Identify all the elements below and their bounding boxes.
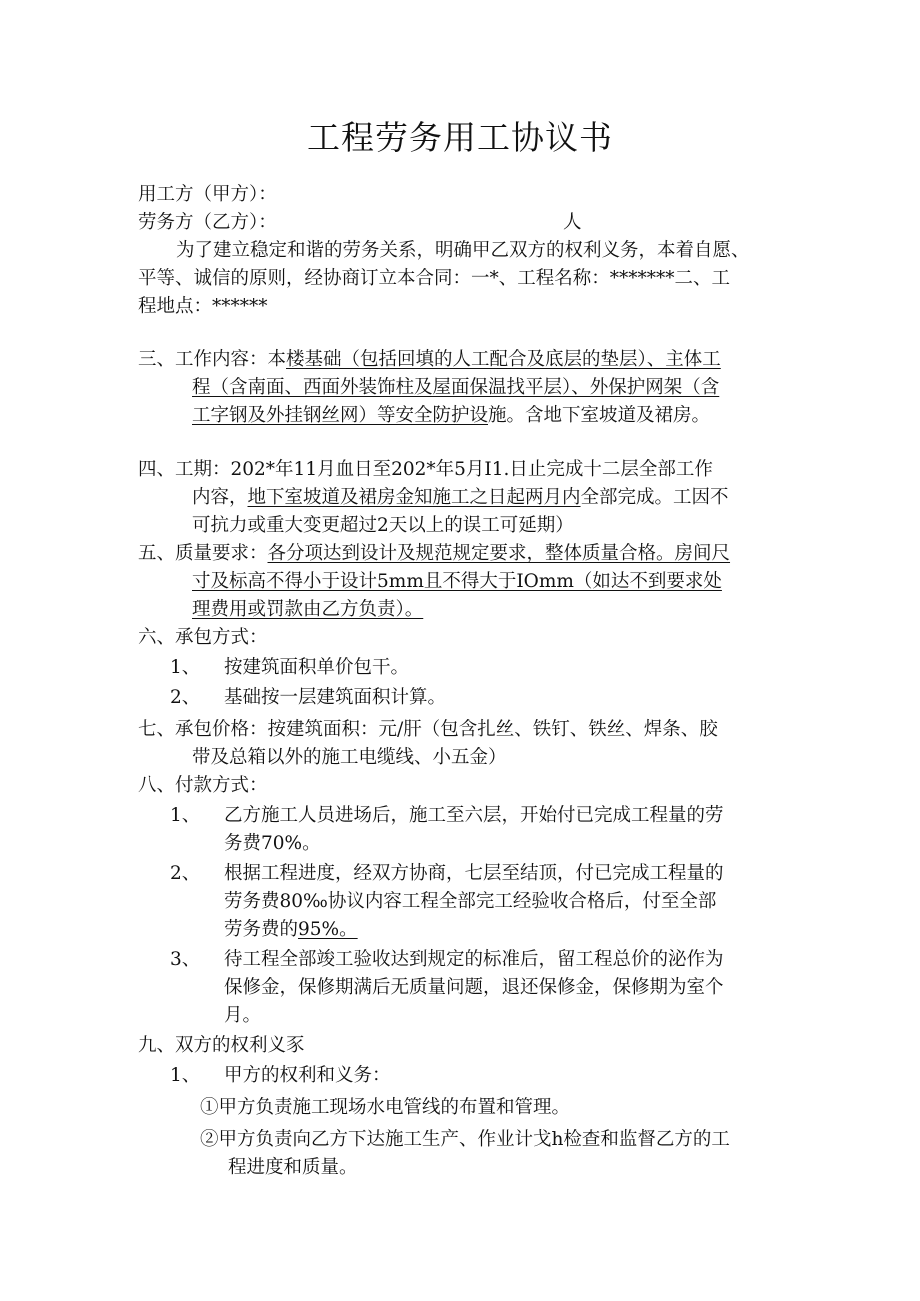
section-3-underlined-3: 工字钢及外挂钢丝网）等安全防护设 [192, 405, 489, 426]
section-9-subitem-2-line-1: ②甲方负责向乙方下达施工生产、作业计戈h检查和监督乙方的工 [200, 1129, 730, 1150]
section-8-item-3-line-3: 月。 [224, 1005, 262, 1026]
section-6-item-2: 基础按一层建筑面积计算。 [224, 687, 447, 708]
section-9-num-1: 1、 [170, 1065, 201, 1086]
section-9-subitem-1: ①甲方负责施工现场水电管线的布置和管理。 [200, 1097, 571, 1118]
section-9-item-1: 甲方的权利和义务： [224, 1065, 391, 1086]
section-7-line-1: 七、承包价格：按建筑面积：元/肝（包含扎丝、铁钉、铁丝、焊条、胶 [138, 719, 718, 740]
section-4-underlined: 地下室坡道及裙房金知施工之日起两月内 [247, 487, 581, 508]
section-7-line-2: 带及总箱以外的施工电缆线、小五金） [192, 747, 507, 768]
section-8-item-3-line-2: 保修金，保修期满后无质量问题，退还保修金，保修期为室个 [224, 977, 724, 998]
section-5-line-1 [138, 539, 730, 568]
section-8-heading: 八、付款方式： [138, 775, 268, 796]
section-5-underlined-1: 各分项达到设计及规范规定要求，整体质量合格。房间尺 [267, 543, 731, 564]
section-8-item-1-line-2: 务费70%。 [224, 833, 321, 854]
section-8-num-2: 2、 [170, 863, 201, 884]
section-6-num-1: 1、 [170, 657, 201, 678]
section-8-item-2-text: 劳务费的 [224, 919, 299, 940]
section-8-item-3-line-1: 待工程全部竣工验收达到规定的标准后，留工程总价的泌作为 [224, 949, 724, 970]
section-9-subitem-2-line-2: 程进度和质量。 [228, 1157, 358, 1178]
document-title: 工程劳务用工协议书 [307, 118, 613, 157]
section-4-text-b: 内容， [192, 487, 248, 508]
section-8-item-2-line-1: 根据工程进度，经双方协商，七层至结顶，付已完成工程量的 [224, 863, 724, 884]
section-5-line-3: 理费用或罚款由乙方负责）。 [192, 599, 424, 620]
intro-line-1: 为了建立稳定和谐的劳务关系，明确甲乙双方的权利义务，本着自愿、 [176, 240, 750, 261]
section-5-line-2: 寸及标高不得小于设计5mm且不得大于IOmm（如达不到要求处 [192, 571, 722, 592]
section-8-item-2-line-2: 劳务费80‰协议内容工程全部完工经验收合格后，付至全部 [224, 891, 717, 912]
section-8-item-2-underlined: 95%。 [298, 919, 358, 940]
section-4-line-2 [192, 483, 729, 512]
intro-line-2: 平等、诚信的原则，经协商订立本合同：一*、工程名称：*******二、工 [138, 268, 731, 289]
section-6-heading: 六、承包方式： [138, 627, 268, 648]
section-3-underlined-1: 楼基础（包括回填的人工配合及底层的垫层）、主体工 [286, 349, 721, 370]
party-a-line: 用工方（甲方）： [138, 184, 277, 205]
section-3-line-3 [192, 401, 710, 430]
section-3-line-2: 程（含南面、西面外装饰柱及屋面保温找平层）、外保护网架（含 [192, 377, 720, 398]
section-8-num-3: 3、 [170, 949, 201, 970]
section-3-line-1 [138, 345, 721, 374]
section-8-item-2-line-3 [224, 915, 358, 944]
section-9-heading: 九、双方的权利义豕 [138, 1035, 305, 1056]
party-b-person: 人 [563, 212, 582, 233]
section-6-item-1: 按建筑面积单价包干。 [224, 657, 410, 678]
section-8-item-1-line-1: 乙方施工人员进场后，施工至六层，开始付已完成工程量的劳 [224, 805, 724, 826]
section-8-num-1: 1、 [170, 805, 201, 826]
section-3-tail: 施。含地下室坡道及裙房。 [488, 405, 711, 426]
section-3-heading: 三、工作内容：本 [138, 349, 287, 370]
section-4-text-d: 全部完成。工因不 [580, 487, 729, 508]
section-4-line-3: 可抗力或重大变更超过2天以上的误工可延期） [192, 515, 574, 536]
section-6-num-2: 2、 [170, 687, 201, 708]
section-4-line-1: 四、工期：202*年11月血日至202*年5月I1.日止完成十二层全部工作 [138, 459, 713, 480]
section-5-heading: 五、质量要求： [138, 543, 268, 564]
intro-line-3: 程地点：****** [138, 296, 268, 317]
party-b-line: 劳务方（乙方）： [138, 212, 277, 233]
